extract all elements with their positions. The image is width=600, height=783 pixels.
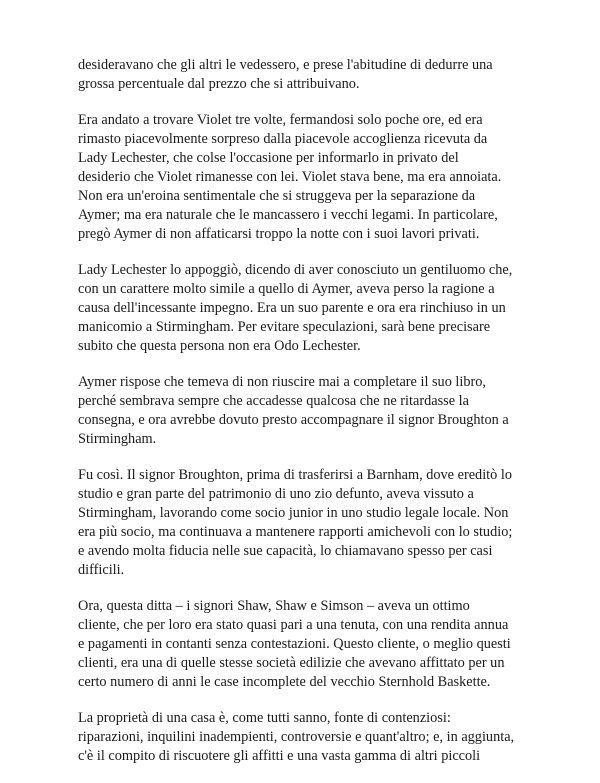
document-page — [78, 56, 538, 783]
paragraph-2: Era andato a trovare Violet tre volte, fermandosi solo poche ore, ed era rimasto piacevolmente sorpreso dalla piacevole accoglienza ricevuta da Lady Lechester, che colse l'occasione per informarlo in privato del desiderio che Violet rimanesse con lei. Violet stava bene, ma era annoiata. Non era un'eroina sentimentale che si struggeva per la separazione da Aymer; ma era naturale che le mancassero i vecchi legami. In particolare, pregò Aymer di non affaticarsi troppo la notte con i suoi lavori privati. — [78, 112, 502, 242]
paragraph-7: La proprietà di una casa è, come tutti sanno, fonte di contenziosi: riparazioni, inquilini inadempienti, controversie e quant'altro; e, in aggiunta, c'è il compito di riscuotere gli affitti e una vasta gamma di altri piccoli — [78, 710, 515, 764]
paragraph-6: Ora, questa ditta – i signori Shaw, Shaw e Simson – aveva un ottimo cliente, che per loro era stato quasi pari a una tenuta, con una rendita annua e pagamenti in contanti senza contestazioni. Questo cliente, o meglio questi clienti, era una di quelle stesse società edilizie che avevano affittato per un certo numero di anni le case incomplete del vecchio Sternhold Baskette. — [78, 598, 511, 690]
paragraph-5: Fu così. Il signor Broughton, prima di trasferirsi a Barnham, dove ereditò lo studio e gran parte del patrimonio di uno zio defunto, aveva vissuto a Stirmingham, lavorando come socio junior in uno studio legale locale. Non era più socio, ma continuava a mantenere rapporti amichevoli con lo studio; e avendo molta fiducia nelle sue capacità, lo chiamavano spesso per casi difficili. — [78, 467, 513, 578]
paragraph-1: desideravano che gli altri le vedessero, e prese l'abitudine di dedurre una grossa percentuale dal prezzo che si attribuivano. — [78, 57, 493, 92]
paragraph-3: Lady Lechester lo appoggiò, dicendo di aver conosciuto un gentiluomo che, con un carattere molto simile a quello di Aymer, aveva perso la ragione a causa dell'incessante impegno. Era un suo parente e ora era rinchiuso in un manicomio a Stirmingham. Per evitare speculazioni, sarà bene precisare subito che questa persona non era Odo Lechester. — [78, 262, 513, 354]
paragraph-4: Aymer rispose che temeva di non riuscire mai a completare il suo libro, perché sembrava sempre che accadesse qualcosa che ne ritardasse la consegna, e ora avrebbe dovuto presto accompagnare il signor Broughton a Stirmingham. — [78, 374, 509, 447]
